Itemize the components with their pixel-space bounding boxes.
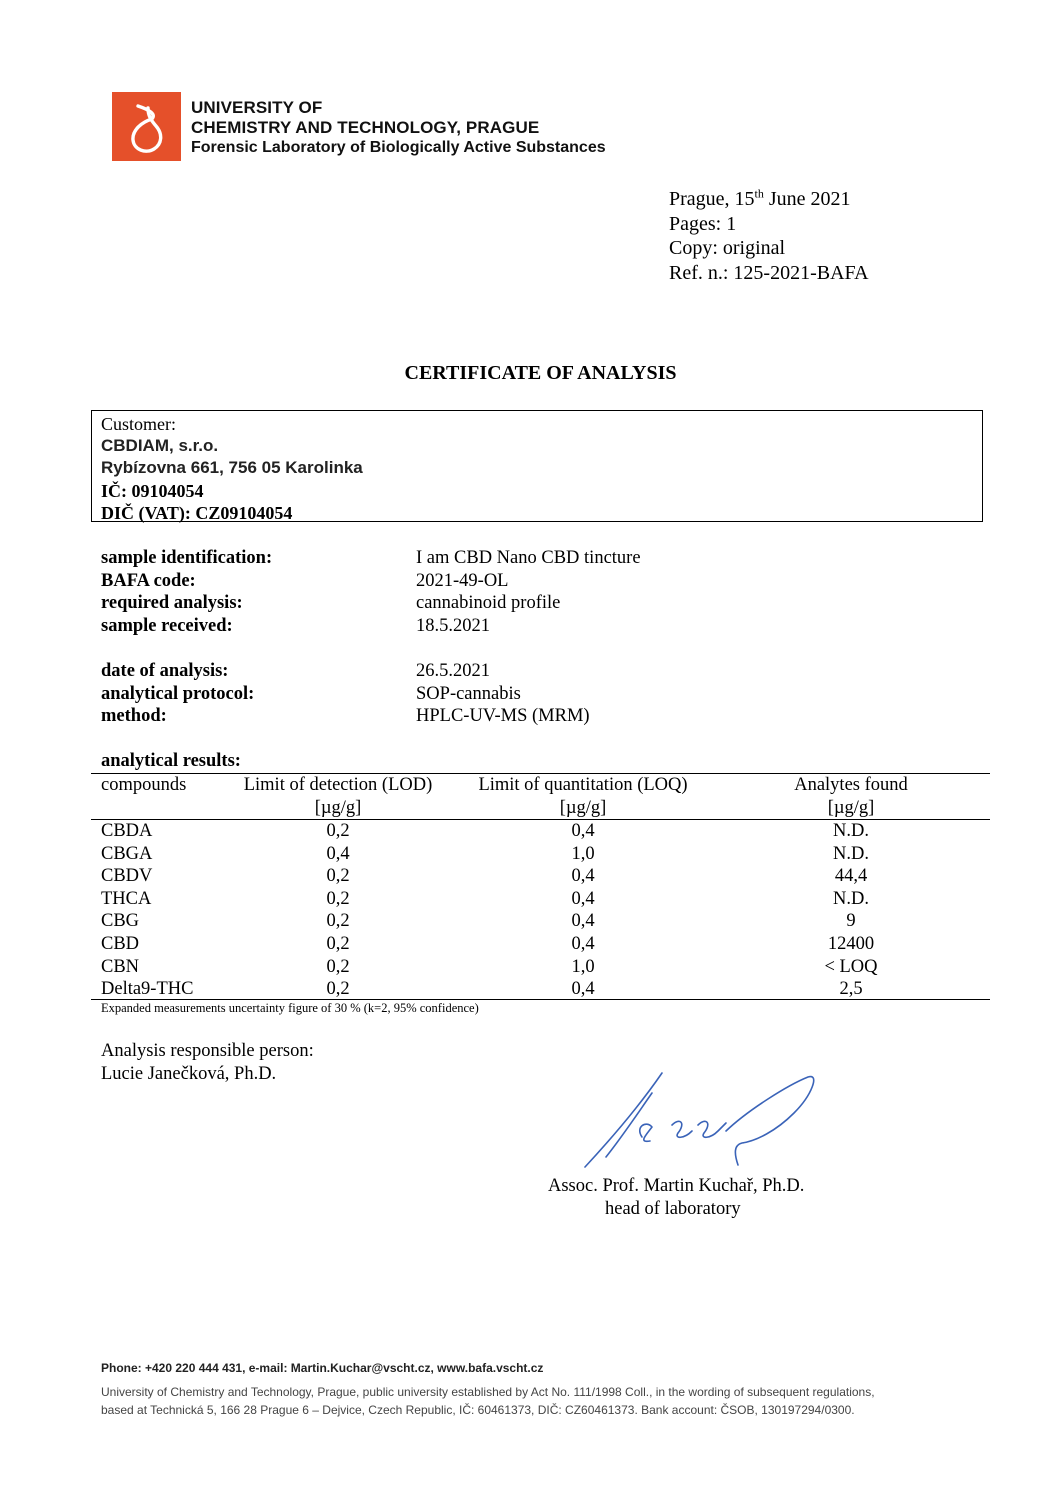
university-name-line1: UNIVERSITY OF [191,98,323,117]
cell-compound: CBN [101,956,140,977]
footer-legal [101,1383,875,1419]
table-units-row [91,797,990,820]
info-value: HPLC-UV-MS (MRM) [416,706,590,727]
unit-loq: [µg/g] [559,798,607,818]
info-row [101,660,590,683]
signature [580,1065,820,1180]
responsible-label: Analysis responsible person: [101,1041,314,1061]
document-pages: Pages: 1 [669,212,737,235]
info-key: analytical protocol: [101,683,255,704]
cell-loq: 1,0 [571,843,595,864]
document-copy: Copy: original [669,237,786,260]
cell-loq: 0,4 [571,979,595,1000]
header-lod: Limit of detection (LOD) [243,775,433,795]
signer-title: head of laboratory [605,1199,741,1219]
cell-found: N.D. [833,888,869,909]
table-rule-bottom [91,999,990,1000]
uncertainty-note: Expanded measurements uncertainty figure of 30 % (k=2, 95% confidence) [101,1001,479,1015]
cell-compound: CBDA [101,821,153,841]
cell-lod: 0,2 [326,888,350,909]
footer-legal-line2: based at Technická 5, 166 28 Prague 6 – Dejvice, Czech Republic, IČ: 60461373, DIČ: CZ60461373. Bank account: ČSOB, 130197294/0300. [101,1403,855,1417]
responsible-person [101,1040,314,1086]
laboratory-name: Forensic Laboratory of Biologically Active Substances [191,139,606,156]
info-value: I am CBD Nano CBD tincture [416,548,641,568]
cell-found: < LOQ [824,956,878,977]
info-row [101,705,590,728]
cell-lod: 0,4 [326,843,350,864]
cell-lod: 0,2 [326,911,350,932]
cell-compound: CBDV [101,866,153,887]
analysis-info [101,660,590,728]
info-row [101,592,641,615]
cell-found: N.D. [833,843,869,864]
customer-address: Rybízovna 661, 756 05 Karolinka [101,458,363,478]
document-reference: Ref. n.: 125-2021-BAFA [669,261,869,284]
table-row [91,843,990,866]
cell-loq: 0,4 [571,866,595,887]
cell-loq: 1,0 [571,956,595,977]
table-row [91,933,990,956]
table-row [91,910,990,933]
table-header-row [91,774,990,797]
table-row [91,820,990,843]
header-compounds: compounds [101,775,187,795]
cell-found: 2,5 [839,979,863,1000]
info-row [101,615,641,638]
document-meta [669,187,869,285]
info-key: sample received: [101,616,233,637]
cell-loq: 0,4 [571,911,595,932]
cell-loq: 0,4 [571,821,595,841]
cell-lod: 0,2 [326,866,350,887]
info-key: BAFA code: [101,570,196,591]
info-value: SOP-cannabis [416,683,521,704]
table-row [91,956,990,979]
cell-compound: CBG [101,911,140,932]
cell-loq: 0,4 [571,888,595,909]
signature-drawing [580,1065,820,1175]
footer-legal-line1: University of Chemistry and Technology, Prague, public university established by Act No. 111/1998 Coll., in the wording of subsequent regulations, [101,1385,875,1399]
university-name [191,98,606,158]
cell-compound: CBGA [101,843,153,864]
cell-lod: 0,2 [326,979,350,1000]
responsible-name: Lucie Janečková, Ph.D. [101,1064,277,1084]
results-label: analytical results: [101,751,241,771]
cell-found: N.D. [833,821,869,841]
info-key: sample identification: [101,548,273,568]
signer-block [548,1175,804,1221]
cell-found: 12400 [827,934,875,954]
unit-lod: [µg/g] [314,798,362,818]
cell-found: 44,4 [834,866,868,887]
flask-drop-icon [112,92,181,161]
cell-compound: Delta9-THC [101,979,194,1000]
sample-info [101,547,641,638]
table-row [91,978,990,1001]
customer-ic: IČ: 09104054 [101,480,204,501]
info-row [101,683,590,706]
customer-box [91,410,983,522]
header-loq: Limit of quantitation (LOQ) [478,775,688,795]
info-value: 18.5.2021 [416,616,490,637]
customer-name: CBDIAM, s.r.o. [101,436,219,456]
signer-name: Assoc. Prof. Martin Kuchař, Ph.D. [548,1176,805,1196]
table-row [91,865,990,888]
cell-lod: 0,2 [326,956,350,977]
document-date: Prague, 15th June 2021 [669,186,851,210]
table-row [91,888,990,911]
cell-compound: THCA [101,888,152,909]
info-value: 2021-49-OL [416,570,509,591]
unit-found: [µg/g] [827,798,875,818]
university-logo [112,92,181,161]
cell-loq: 0,4 [571,934,595,954]
header-found: Analytes found [794,775,908,795]
info-value: cannabinoid profile [416,593,561,614]
info-key: required analysis: [101,593,243,614]
info-key: method: [101,706,167,727]
customer-label: Customer: [101,414,176,434]
customer-dic: DIČ (VAT): CZ09104054 [101,502,293,523]
cell-found: 9 [846,911,856,932]
cell-compound: CBD [101,934,140,954]
footer-contact: Phone: +420 220 444 431, e-mail: Martin.Kuchar@vscht.cz, www.bafa.vscht.cz [101,1361,544,1375]
page-title: CERTIFICATE OF ANALYSIS [404,362,677,384]
info-row [101,570,641,593]
info-key: date of analysis: [101,661,229,681]
university-name-line2: CHEMISTRY AND TECHNOLOGY, PRAGUE [191,118,540,137]
info-value: 26.5.2021 [416,661,490,681]
cell-lod: 0,2 [326,821,350,841]
info-row [101,547,641,570]
cell-lod: 0,2 [326,934,350,954]
